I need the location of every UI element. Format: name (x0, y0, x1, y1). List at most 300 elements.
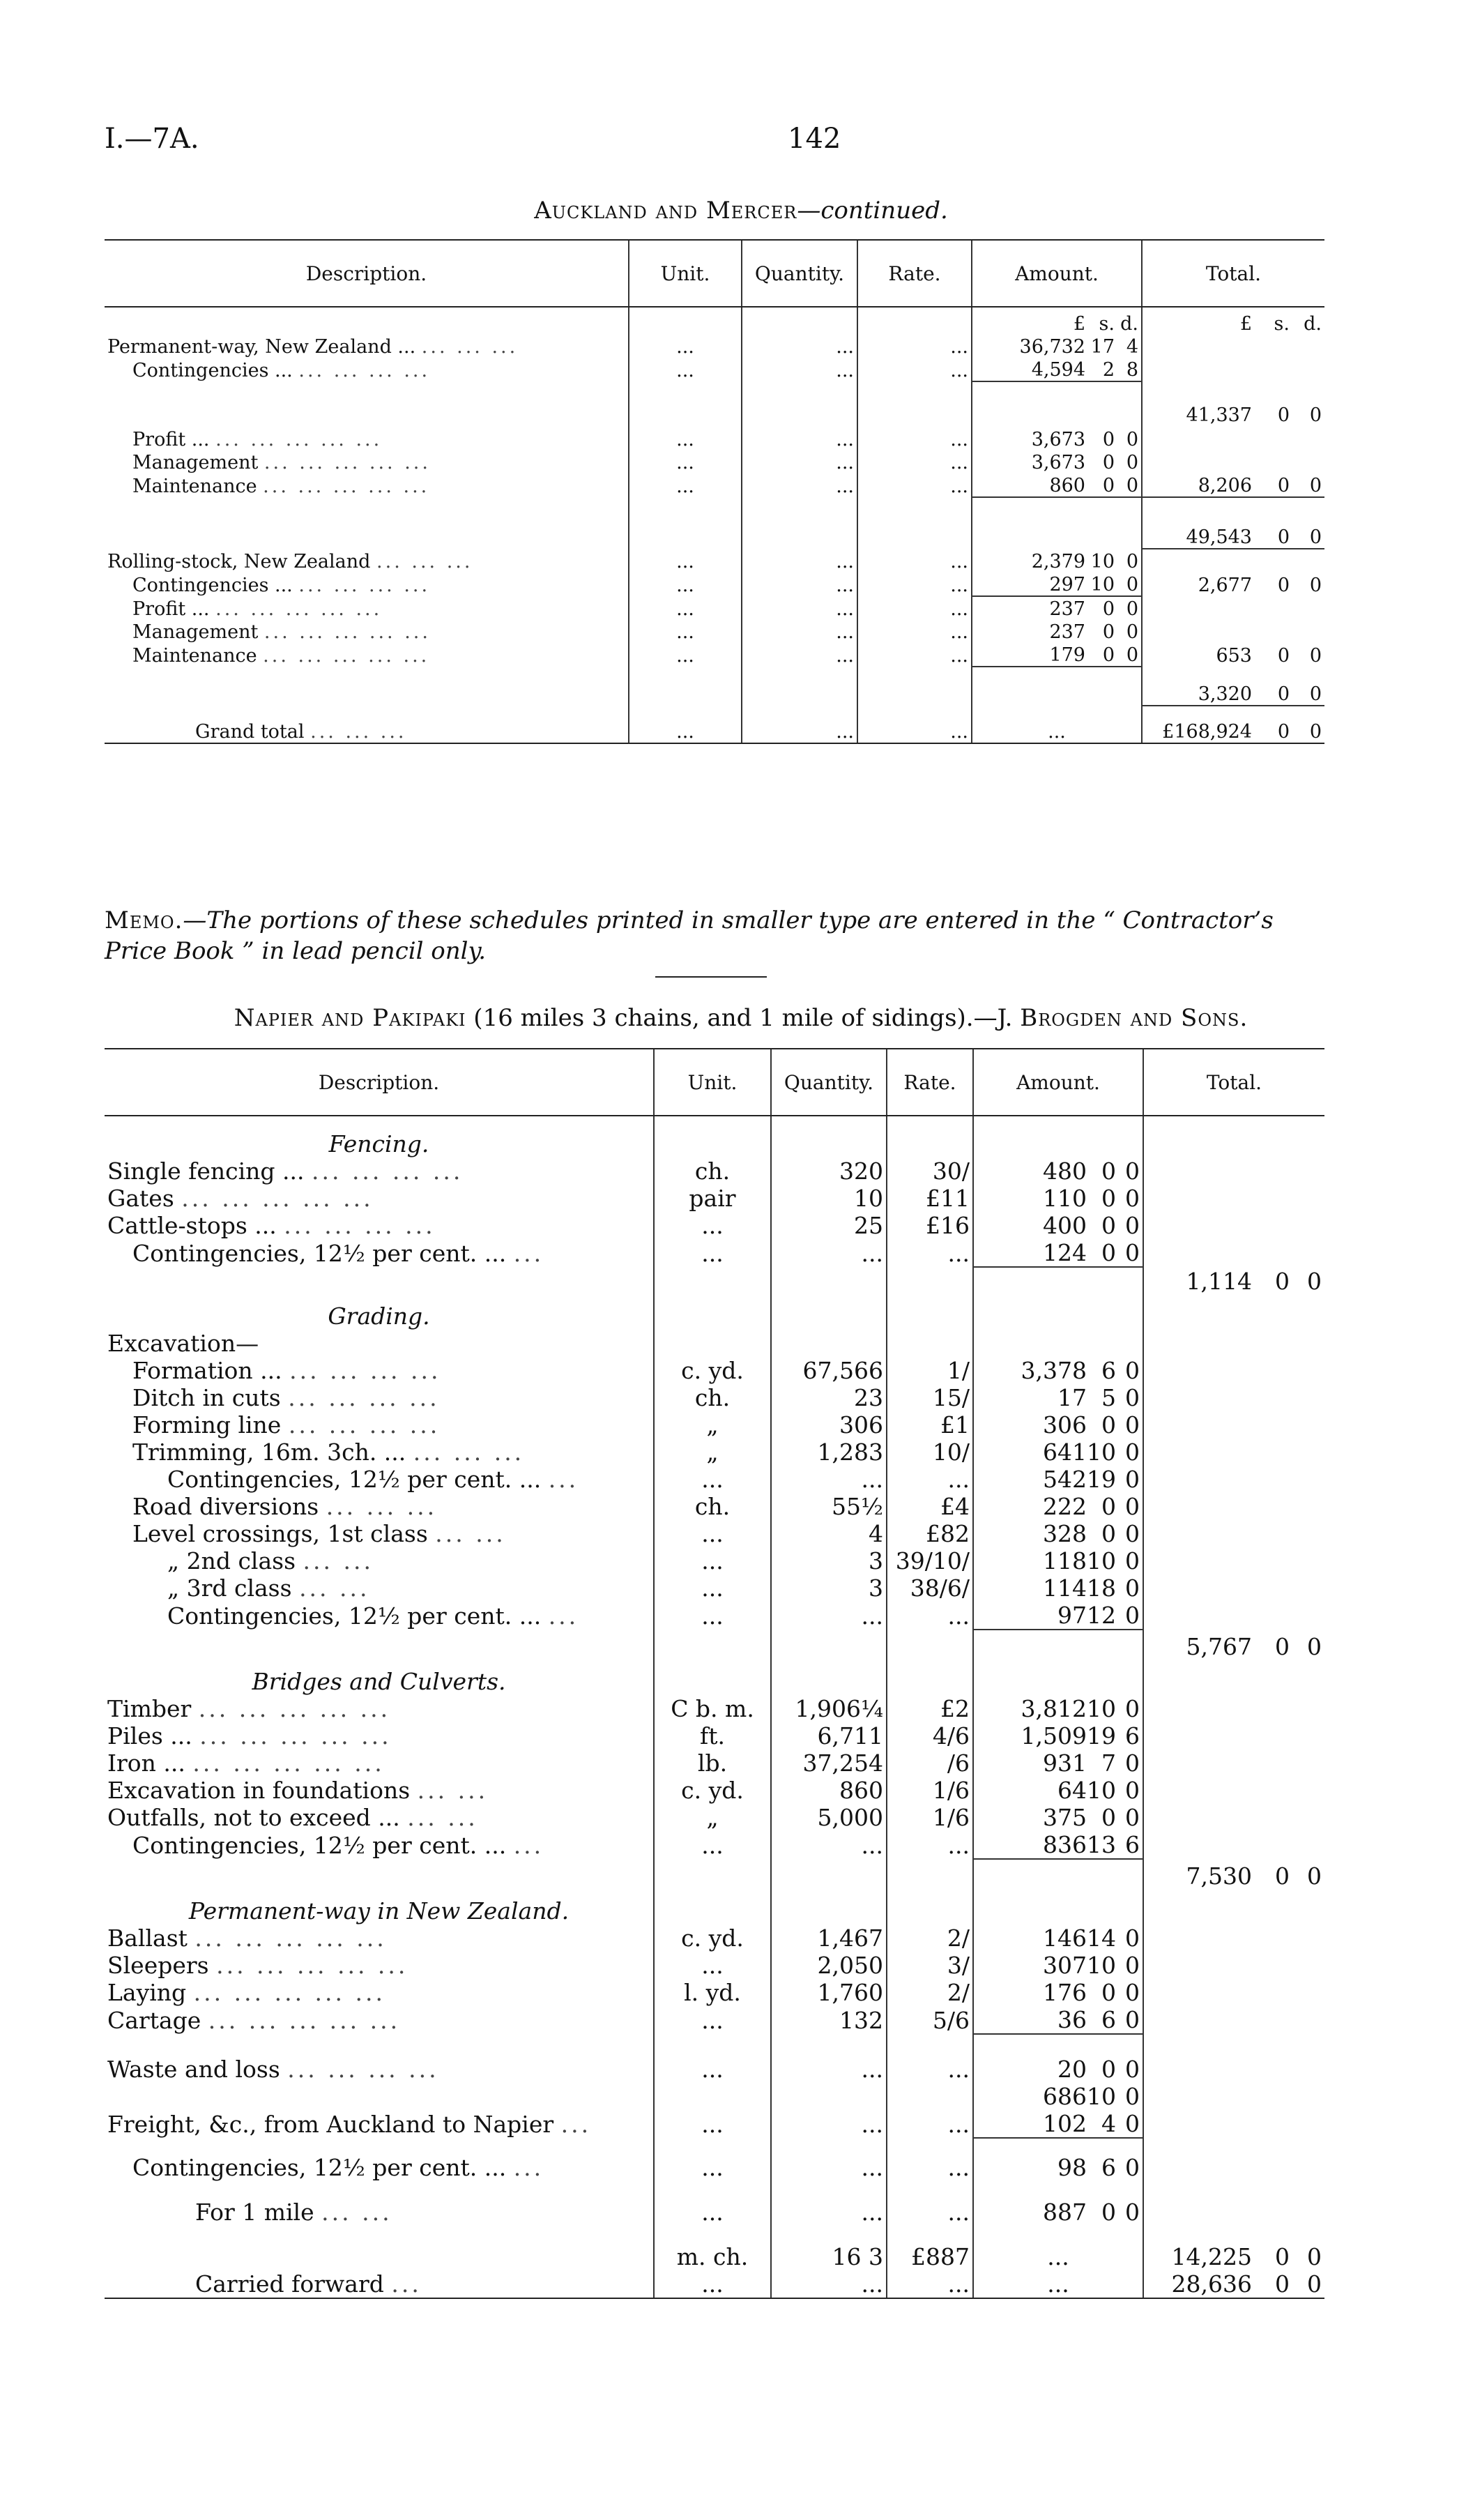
item-amount (972, 643, 1142, 667)
section-heading: Permanent-way in New Zealand. (188, 1897, 570, 1925)
item-quantity: 5,000 (771, 1804, 887, 1831)
leader-dots: ... ... ... (421, 336, 519, 358)
value-pence: 0 (1126, 621, 1138, 643)
leader-dots: ... ... ... ... (288, 1411, 441, 1439)
item-description (105, 1357, 654, 1384)
summary-row (105, 2181, 1324, 2226)
item-description (105, 2110, 654, 2138)
leader-dots: ... ... ... ... ... (181, 1185, 374, 1212)
item-total (1142, 473, 1324, 497)
item-row (105, 1357, 1324, 1384)
item-amount (973, 1722, 1143, 1749)
leader-dots: ... ... ... ... (289, 1357, 441, 1384)
total-value (1145, 683, 1322, 705)
leader-dots: ... (548, 1602, 579, 1630)
item-amount (973, 1695, 1143, 1722)
amount-value (977, 1520, 1140, 1547)
item-row (105, 1439, 1324, 1466)
value-pounds: 3,673 (1031, 452, 1085, 473)
item-quantity: 1,283 (771, 1439, 887, 1466)
item-quantity: ... (771, 1239, 887, 1267)
item-unit: l. yd. (654, 1979, 771, 2006)
item-row (105, 1722, 1324, 1749)
item-unit: ... (629, 335, 742, 358)
item-amount (973, 1239, 1143, 1267)
item-description (105, 2034, 654, 2083)
item-row (105, 1239, 1324, 1267)
leader-dots: ... ... (299, 1574, 370, 1602)
value-pounds: 328 (1043, 1520, 1087, 1547)
value-pence: 0 (1309, 475, 1322, 496)
item-row (105, 1979, 1324, 2006)
item-quantity: 320 (771, 1157, 887, 1185)
item-row (105, 1925, 1324, 1952)
leader-dots: ... ... ... (310, 721, 407, 743)
amount-value (977, 1722, 1140, 1749)
item-amount (972, 450, 1142, 473)
description-text: Rolling-stock, New Zealand (107, 551, 371, 572)
item-rate: ... (857, 358, 972, 381)
item-rate: 1/6 (887, 1777, 973, 1804)
description-text: Laying (107, 1979, 187, 2006)
section-row (105, 1890, 1324, 1925)
description-text: Profit ... (132, 429, 210, 450)
amount-value (977, 1602, 1140, 1629)
value-pence: 0 (1125, 1925, 1140, 1952)
leader-dots: ... ... ... ... ... (263, 621, 431, 643)
item-row (105, 450, 1324, 473)
item-rate: ... (887, 1602, 973, 1630)
value-pence: 0 (1125, 2154, 1140, 2181)
value-shillings: 0 (1277, 683, 1290, 705)
item-unit: „ (654, 1804, 771, 1831)
item-description (105, 1212, 654, 1239)
subtotal-row (105, 1267, 1324, 1295)
value-pounds: 176 (1043, 1979, 1087, 2006)
item-unit: ... (654, 1520, 771, 1547)
item-row (105, 596, 1324, 620)
item-quantity: ... (771, 2034, 887, 2083)
item-description (105, 706, 629, 743)
value-pounds: 118 (1043, 1547, 1087, 1574)
value-pounds: 179 (1049, 644, 1085, 666)
item-quantity: 10 (771, 1185, 887, 1212)
section-heading: Fencing. (328, 1130, 429, 1157)
item-unit: ... (654, 1602, 771, 1630)
amount-value (977, 1439, 1140, 1466)
item-description (105, 1466, 654, 1493)
item-unit: ... (654, 2138, 771, 2181)
item-row (105, 620, 1324, 643)
value-pounds: 114 (1043, 1574, 1087, 1602)
summary-row (105, 2270, 1324, 2298)
item-rate: 15/ (887, 1384, 973, 1411)
item-description (105, 1439, 654, 1466)
item-quantity: 860 (771, 1777, 887, 1804)
value-pounds: 8,206 (1198, 475, 1252, 496)
item-description (105, 1979, 654, 2006)
table1-caption-continued: —continued. (797, 197, 948, 225)
item-row (105, 1212, 1324, 1239)
item-amount (972, 358, 1142, 381)
description-text: „ 3rd class (167, 1574, 292, 1602)
item-total (1142, 497, 1324, 549)
total-value (1145, 721, 1322, 743)
item-description (105, 572, 629, 596)
amount-value (977, 1777, 1140, 1804)
description-text: Freight, &c., from Auckland to Napier (107, 2111, 554, 2138)
item-total (1143, 1267, 1324, 1295)
item-description (105, 1831, 654, 1859)
item-unit: ... (629, 706, 742, 743)
value-pence: 0 (1125, 1357, 1140, 1384)
document-reference: I.—7A. (105, 123, 199, 155)
value-pounds: 2,379 (1031, 551, 1085, 572)
item-amount: ... (973, 2226, 1143, 2270)
value-pence: 0 (1309, 721, 1322, 743)
item-unit: ... (654, 1547, 771, 1574)
item-quantity: ... (742, 358, 857, 381)
table1-caption-name: Auckland and Mercer (534, 197, 797, 225)
item-total (1143, 2270, 1324, 2298)
value-pounds: 124 (1043, 1239, 1087, 1266)
description-text: Trimming, 16m. 3ch. ... (132, 1439, 406, 1466)
value-shillings: 12 (1087, 1602, 1116, 1629)
leader-dots: ... ... ... ... (284, 1212, 436, 1239)
value-shillings: 0 (1101, 2056, 1116, 2083)
item-quantity: ... (771, 1831, 887, 1859)
item-unit: m. ch. (654, 2226, 771, 2270)
description-text: Ballast (107, 1925, 188, 1952)
description-text: Single fencing ... (107, 1157, 305, 1185)
section-heading: Bridges and Culverts. (252, 1668, 506, 1695)
description-text: Grand total (195, 721, 305, 743)
description-text: Contingencies ... (132, 575, 293, 596)
description-text: Contingencies, 12½ per cent. ... (132, 2154, 507, 2181)
item-description (105, 1749, 654, 1777)
item-amount (973, 1602, 1143, 1630)
value-pounds: 3,378 (1021, 1357, 1087, 1384)
item-amount (973, 2181, 1143, 2226)
description-text: Profit ... (132, 598, 210, 620)
value-pounds: 36,732 (1019, 336, 1085, 358)
item-description (105, 1520, 654, 1547)
item-row (105, 1411, 1324, 1439)
item-row (105, 1602, 1324, 1630)
item-description (105, 1722, 654, 1749)
value-pounds: 2,677 (1198, 575, 1252, 596)
value-pence: 0 (1126, 452, 1138, 473)
item-unit: ... (629, 643, 742, 667)
item-unit: c. yd. (654, 1925, 771, 1952)
item-rate: ... (857, 450, 972, 473)
value-shillings: 10 (1087, 1777, 1116, 1804)
value-pence: 0 (1125, 1493, 1140, 1520)
col-unit: Unit. (654, 1049, 771, 1116)
item-row (105, 1157, 1324, 1185)
item-unit: ... (654, 2110, 771, 2138)
item-rate: ... (857, 620, 972, 643)
value-shillings: 0 (1102, 644, 1115, 666)
value-shillings: 0 (1101, 1493, 1116, 1520)
amount-value (977, 1547, 1140, 1574)
value-pounds: 222 (1043, 1493, 1087, 1520)
leader-dots: ... ... ... ... (298, 360, 431, 381)
value-shillings: 19 (1087, 1722, 1116, 1749)
item-quantity: ... (771, 2181, 887, 2226)
value-pence: 0 (1125, 1952, 1140, 1979)
value-shillings: 7 (1101, 1749, 1116, 1777)
value-shillings: 0 (1101, 1185, 1116, 1212)
item-description (105, 1859, 654, 1890)
item-quantity: 4 (771, 1520, 887, 1547)
description-text: Management (132, 452, 259, 473)
col-amount: Amount. (973, 1049, 1143, 1116)
item-rate: 3/ (887, 1952, 973, 1979)
value-pence: 0 (1125, 1749, 1140, 1777)
section-divider (655, 976, 767, 978)
amount-value (977, 2056, 1140, 2083)
description-text: Contingencies, 12½ per cent. ... (167, 1466, 542, 1493)
section-heading: Grading. (328, 1303, 430, 1330)
amount-value (977, 1157, 1140, 1185)
item-description (105, 1267, 654, 1295)
description-text: Timber (107, 1695, 192, 1722)
item-quantity: ... (742, 572, 857, 596)
item-rate: £1 (887, 1411, 973, 1439)
item-amount (972, 549, 1142, 572)
item-row (105, 426, 1324, 450)
value-pence: 6 (1125, 1722, 1140, 1749)
leader-dots: ... ... ... ... ... (199, 1722, 392, 1749)
item-amount (973, 2110, 1143, 2138)
value-shillings: 19 (1087, 1466, 1116, 1493)
description-text: Excavation in foundations (107, 1777, 411, 1804)
item-rate: ... (887, 2110, 973, 2138)
amount-value (975, 475, 1138, 496)
item-description (105, 473, 629, 497)
item-rate: ... (887, 2138, 973, 2181)
item-rate: ... (857, 596, 972, 620)
item-description (105, 335, 629, 358)
subtotal-row (105, 497, 1324, 549)
item-amount (973, 2083, 1143, 2110)
item-rate: ... (857, 706, 972, 743)
item-description (105, 2226, 654, 2270)
value-pence: 0 (1125, 1384, 1140, 1411)
item-row (105, 1574, 1324, 1602)
value-pounds: £168,924 (1162, 721, 1252, 743)
item-description (105, 620, 629, 643)
item-amount (973, 1520, 1143, 1547)
value-pence: 6 (1125, 1831, 1140, 1858)
item-quantity: ... (742, 450, 857, 473)
leader-dots: ... ... ... ... ... (215, 429, 383, 450)
value-shillings: 0 (1101, 1157, 1116, 1185)
item-row (105, 549, 1324, 572)
item-amount (973, 1979, 1143, 2006)
value-pounds: 375 (1043, 1804, 1087, 1831)
item-quantity: ... (771, 2138, 887, 2181)
value-pounds: 887 (1043, 2199, 1087, 2226)
item-amount (973, 1547, 1143, 1574)
value-pence: 0 (1125, 1695, 1140, 1722)
item-rate: ... (887, 2270, 973, 2298)
col-rate: Rate. (857, 240, 972, 307)
value-pounds: 297 (1049, 574, 1085, 595)
item-description (105, 1239, 654, 1267)
item-unit: ... (654, 2270, 771, 2298)
col-description: Description. (105, 240, 629, 307)
value-pence: 0 (1126, 429, 1138, 450)
item-quantity: 132 (771, 2006, 887, 2034)
item-description (105, 1157, 654, 1185)
value-pounds: 1,509 (1021, 1722, 1087, 1749)
subtotal-row (105, 1630, 1324, 1660)
item-amount (973, 1749, 1143, 1777)
description-text: „ 2nd class (167, 1547, 296, 1574)
item-quantity: ... (742, 549, 857, 572)
table2-caption-name: Napier and Pakipaki (234, 1004, 466, 1032)
item-description (105, 358, 629, 381)
summary-row (105, 706, 1324, 743)
leader-dots: ... ... ... ... ... (198, 1695, 391, 1722)
value-pounds: 98 (1057, 2154, 1087, 2181)
value-pounds: 49,543 (1186, 526, 1252, 548)
item-unit: ... (654, 2006, 771, 2034)
value-pence: 0 (1125, 1157, 1140, 1185)
value-pounds: 836 (1043, 1831, 1087, 1858)
value-pounds: 306 (1043, 1411, 1087, 1439)
item-description (105, 1185, 654, 1212)
value-pounds: 860 (1049, 475, 1085, 496)
item-amount (972, 596, 1142, 620)
table1-caption (0, 197, 1482, 225)
value-pence: 0 (1125, 1602, 1140, 1629)
total-value (1147, 1268, 1322, 1295)
item-description (105, 1384, 654, 1411)
value-shillings: 0 (1102, 452, 1115, 473)
total-value (1147, 2270, 1322, 2298)
item-total (1142, 706, 1324, 743)
subtotal-row (105, 667, 1324, 706)
item-quantity: ... (742, 643, 857, 667)
item-row (105, 358, 1324, 381)
item-amount (972, 620, 1142, 643)
subtotal-row (105, 381, 1324, 426)
item-amount (972, 335, 1142, 358)
amount-value (977, 1695, 1140, 1722)
item-row (105, 2034, 1324, 2083)
value-shillings: 0 (1275, 1633, 1290, 1660)
value-pence: 4 (1126, 336, 1138, 358)
col-total: Total. (1142, 240, 1324, 307)
value-shillings: 10 (1087, 1439, 1116, 1466)
item-rate: 2/ (887, 1979, 973, 2006)
value-shillings: 4 (1101, 2110, 1116, 2137)
item-quantity: ... (771, 1466, 887, 1493)
item-row (105, 1384, 1324, 1411)
item-description (105, 1952, 654, 1979)
item-description (105, 1330, 654, 1357)
item-rate: ... (857, 643, 972, 667)
leader-dots: ... ... ... ... ... (263, 476, 430, 497)
description-text: Outfalls, not to exceed ... (107, 1804, 400, 1831)
value-pence: 0 (1126, 475, 1138, 496)
item-row (105, 1777, 1324, 1804)
amount-value (977, 1466, 1140, 1493)
description-text: Forming line (132, 1411, 282, 1439)
value-pounds: 28,636 (1171, 2270, 1252, 2298)
value-shillings: 0 (1102, 475, 1115, 496)
leader-dots: ... (391, 2270, 422, 2298)
value-pounds: 97 (1057, 1602, 1087, 1629)
amount-value (977, 2006, 1140, 2033)
item-rate: 2/ (887, 1925, 973, 1952)
item-unit: ... (654, 1239, 771, 1267)
item-rate: ... (887, 2181, 973, 2226)
value-shillings: 0 (1277, 475, 1290, 496)
value-shillings: 0 (1101, 1804, 1116, 1831)
item-description (105, 1547, 654, 1574)
amount-value (975, 574, 1138, 595)
item-unit: lb. (654, 1749, 771, 1777)
item-description (105, 1925, 654, 1952)
value-pounds: 4,594 (1031, 359, 1085, 381)
amount-value (977, 1979, 1140, 2006)
description-text: Contingencies, 12½ per cent. ... (132, 1832, 507, 1859)
amount-units-header: £ s. d. (972, 307, 1142, 335)
item-amount (973, 1212, 1143, 1239)
value-shillings: 10 (1087, 2083, 1116, 2110)
item-rate: £4 (887, 1493, 973, 1520)
item-total (1142, 572, 1324, 596)
amount-value (975, 336, 1138, 358)
item-unit: ... (629, 549, 742, 572)
item-unit: ... (654, 1466, 771, 1493)
item-quantity: 306 (771, 1411, 887, 1439)
item-quantity: 3 (771, 1574, 887, 1602)
total-value (1145, 475, 1322, 496)
value-pounds: 146 (1043, 1925, 1087, 1952)
table2-caption-details: (16 miles 3 chains, and 1 mile of sidings).—J. (466, 1004, 1021, 1032)
leader-dots: ... ... ... ... ... (194, 1925, 387, 1952)
amount-value (977, 1925, 1140, 1952)
item-quantity: 23 (771, 1384, 887, 1411)
item-description (105, 450, 629, 473)
value-shillings: 14 (1087, 1925, 1116, 1952)
memo-label: Memo. (105, 906, 183, 934)
value-pence: 0 (1126, 644, 1138, 666)
amount-value (977, 2083, 1140, 2110)
item-amount (972, 426, 1142, 450)
total-value (1145, 575, 1322, 596)
description-text: Road diversions (132, 1493, 319, 1520)
item-amount (973, 2034, 1143, 2083)
value-shillings: 13 (1087, 1831, 1116, 1858)
col-unit: Unit. (629, 240, 742, 307)
leader-dots: ... ... ... ... ... (208, 2007, 401, 2034)
value-pounds: 5,767 (1186, 1633, 1252, 1660)
leader-dots: ... ... ... ... (287, 2056, 439, 2083)
amount-value (977, 1411, 1140, 1439)
total-value (1147, 1633, 1322, 1660)
value-pounds: 20 (1057, 2056, 1087, 2083)
amount-value (975, 359, 1138, 381)
value-pence: 0 (1307, 1633, 1322, 1660)
amount-value (977, 1185, 1140, 1212)
item-row (105, 1547, 1324, 1574)
